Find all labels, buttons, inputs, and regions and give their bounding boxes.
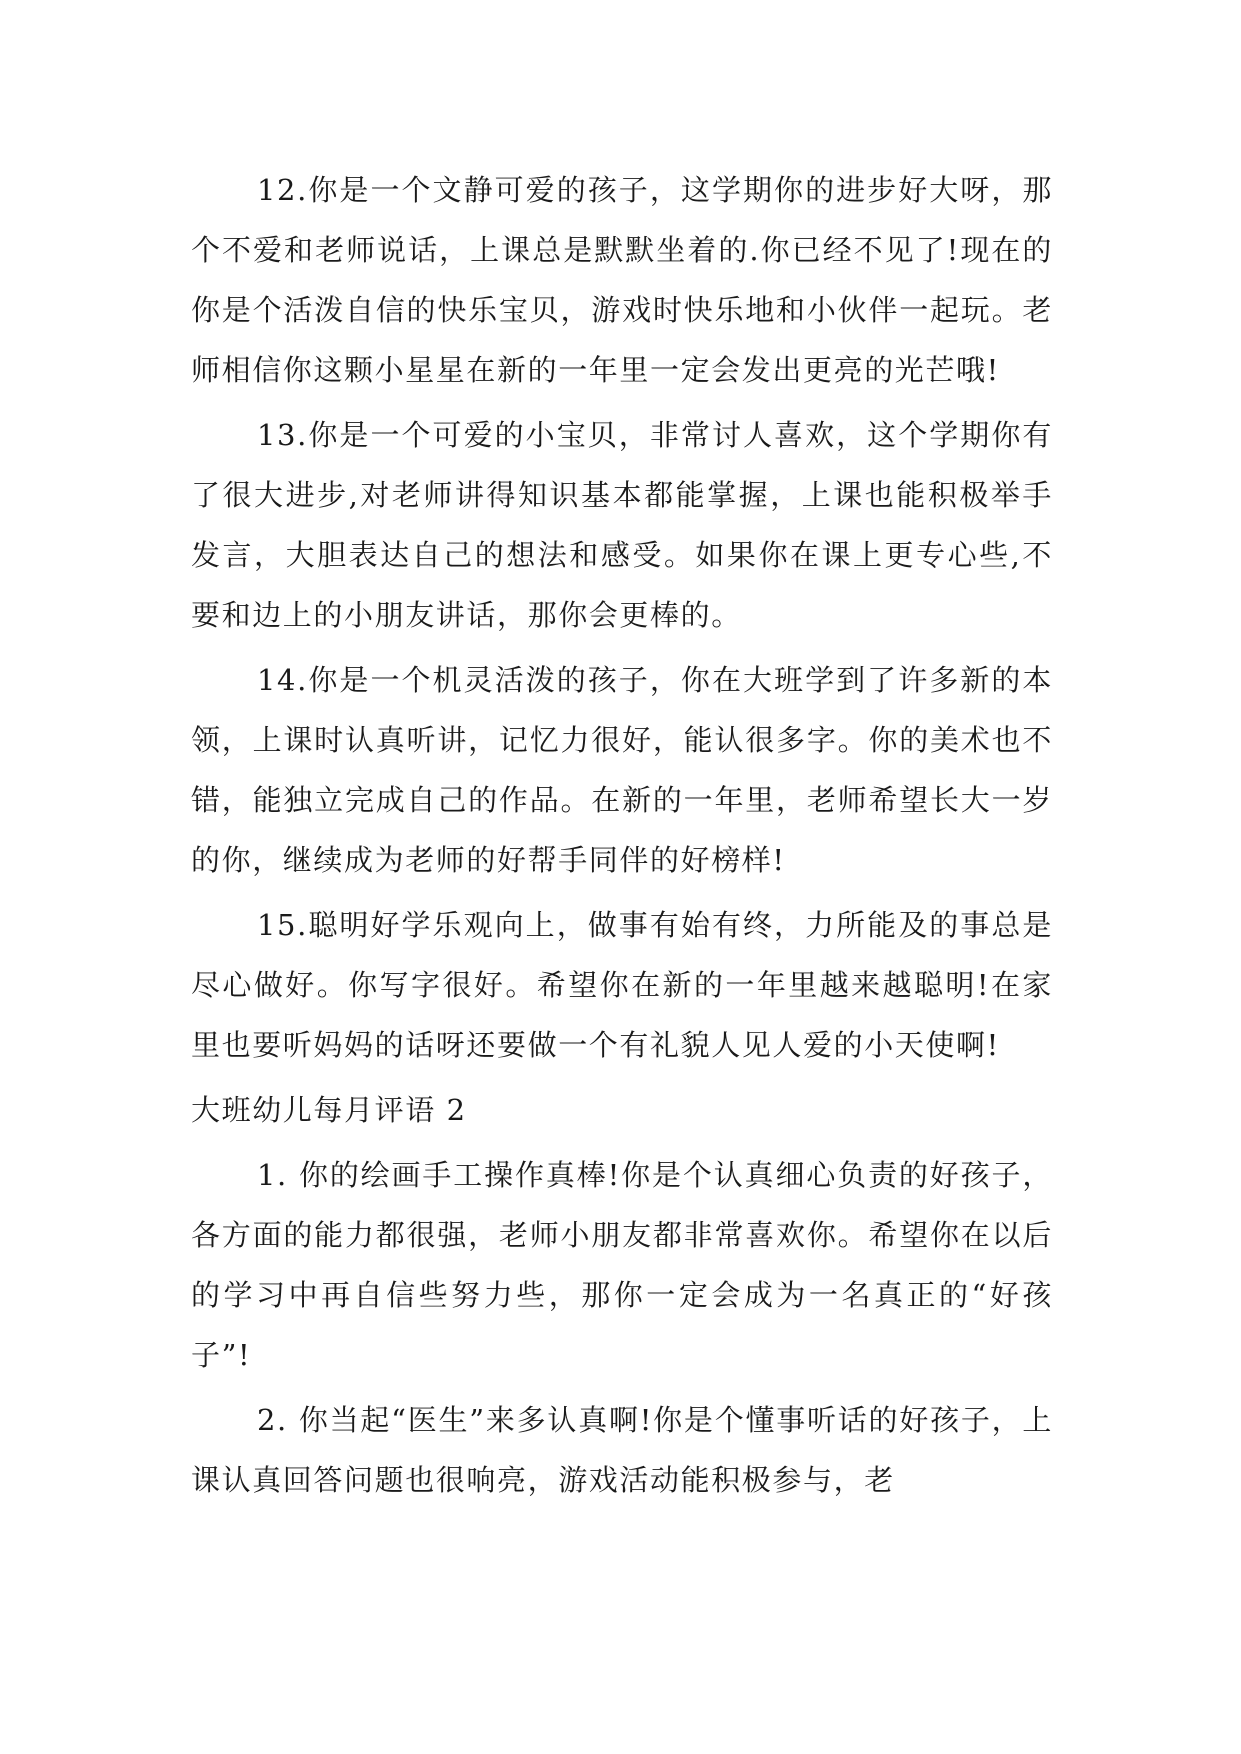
section-heading: 大班幼儿每月评语 2 bbox=[191, 1093, 467, 1127]
comment-paragraph-14: 14.你是一个机灵活泼的孩子，你在大班学到了许多新的本领，上课时认真听讲，记忆力很好，能认很多字。你的美术也不错，能独立完成自己的作品。在新的一年里，老师希望长大一岁的你，继续成为老师的好帮手同伴的好榜样! bbox=[191, 663, 1053, 877]
document-body bbox=[191, 160, 1053, 1515]
comment-paragraph-2: 2. 你当起“医生”来多认真啊!你是个懂事听话的好孩子，上课认真回答问题也很响亮，游戏活动能积极参与，老 bbox=[191, 1403, 1053, 1497]
comment-paragraph-15: 15.聪明好学乐观向上，做事有始有终，力所能及的事总是尽心做好。你写字很好。希望你在新的一年里越来越聪明!在家里也要听妈妈的话呀还要做一个有礼貌人见人爱的小天使啊! bbox=[191, 908, 1053, 1062]
comment-paragraph-13: 13.你是一个可爱的小宝贝，非常讨人喜欢，这个学期你有了很大进步,对老师讲得知识基本都能掌握，上课也能积极举手发言，大胆表达自己的想法和感受。如果你在课上更专心些,不要和边上的小朋友讲话，那你会更棒的。 bbox=[191, 418, 1053, 632]
comment-paragraph-1: 1. 你的绘画手工操作真棒!你是个认真细心负责的好孩子，各方面的能力都很强，老师小朋友都非常喜欢你。希望你在以后的学习中再自信些努力些，那你一定会成为一名真正的“好孩子”! bbox=[191, 1158, 1053, 1372]
comment-paragraph-12: 12.你是一个文静可爱的孩子，这学期你的进步好大呀，那个不爱和老师说话，上课总是默默坐着的.你已经不见了!现在的你是个活泼自信的快乐宝贝，游戏时快乐地和小伙伴一起玩。老师相信你这颗小星星在新的一年里一定会发出更亮的光芒哦! bbox=[191, 173, 1053, 387]
